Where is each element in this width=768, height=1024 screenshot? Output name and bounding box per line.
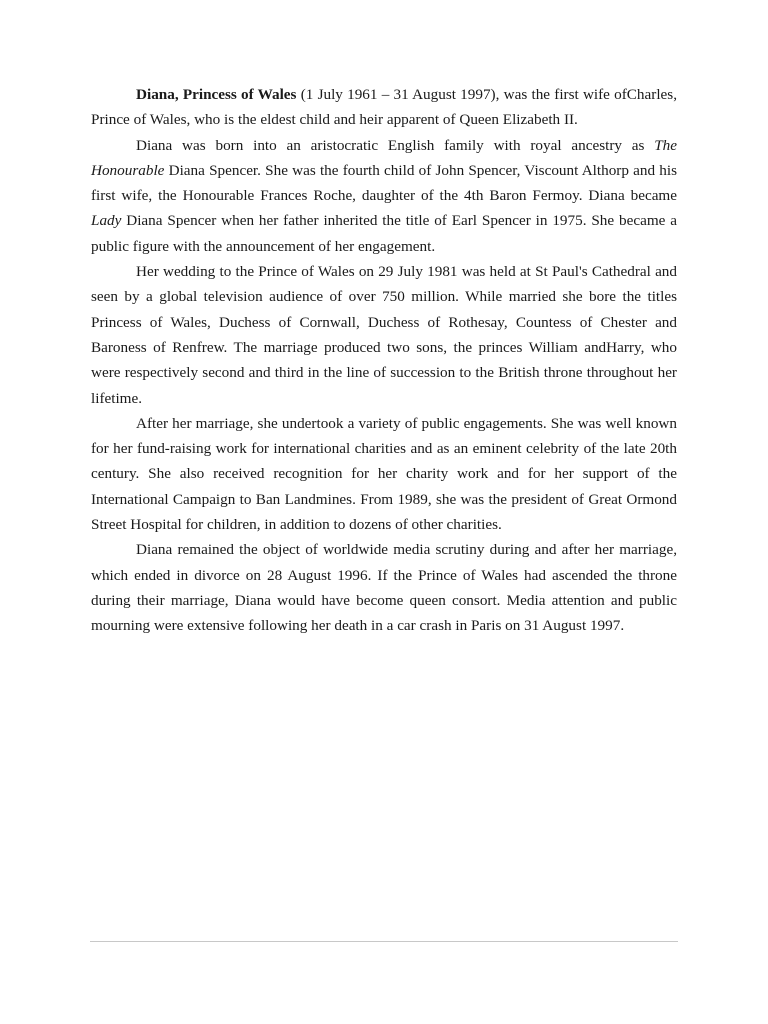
document-body <box>91 82 677 639</box>
paragraph-early-life <box>91 133 677 259</box>
subject-name: Diana, Princess of Wales <box>136 86 297 103</box>
paragraph-text: Diana Spencer. She was the fourth child of John Spencer, Viscount Althorp and his first wife, the Honourable Frances Roche, daughter of the 4th Baron Fermoy. Diana became <box>91 161 677 205</box>
paragraph-text: Diana Spencer when her father inherited the title of Earl Spencer in 1975. She became a public figure with the announcement of her engagement. <box>91 212 677 255</box>
paragraph-text: Diana remained the object of worldwide media scrutiny during and after her marriage, which ended in divorce on 28 August 1996. If the Prince of Wales had ascended the throne during their marriage, Diana would have become queen consort. Media attention and public mourning were extensive following her death in a car crash in Paris on 31 August 1997. <box>91 541 677 635</box>
paragraph-introduction <box>91 82 677 133</box>
paragraph-text: Diana was born into an aristocratic English family with royal ancestry as <box>136 136 655 154</box>
footer-divider <box>90 941 678 942</box>
paragraph-marriage <box>91 259 677 411</box>
paragraph-divorce-and-death <box>91 537 677 638</box>
honorific-title: Lady <box>91 212 122 230</box>
paragraph-public-life <box>91 411 677 537</box>
paragraph-text: After her marriage, she undertook a variety of public engagements. She was well known for her fund-raising work for international charities and as an eminent celebrity of the late 20th century. She also received recognition for her charity work and for her support of the International Campaign to Ban Landmines. From 1989, she was the president of Great Ormond Street Hospital for children, in addition to dozens of other charities. <box>91 414 677 534</box>
paragraph-text: Her wedding to the Prince of Wales on 29 July 1981 was held at St Paul's Cathedral and seen by a global television audience of over 750 million. While married she bore the titles Princess of Wales, Duchess of Cornwall, Duchess of Rothesay, Countess of Chester and Baroness of Renfrew. The marriage produced two sons, the princes William andHarry, who were respectively second and third in the line of succession to the British throne throughout her lifetime. <box>91 263 677 407</box>
paragraph-text: (1 July 1961 – 31 August 1997), was the first wife ofCharles, Prince of Wales, who is the eldest child and heir apparent of Queen Elizabeth II. <box>91 86 677 129</box>
honorific-title: The Honourable <box>91 136 677 179</box>
